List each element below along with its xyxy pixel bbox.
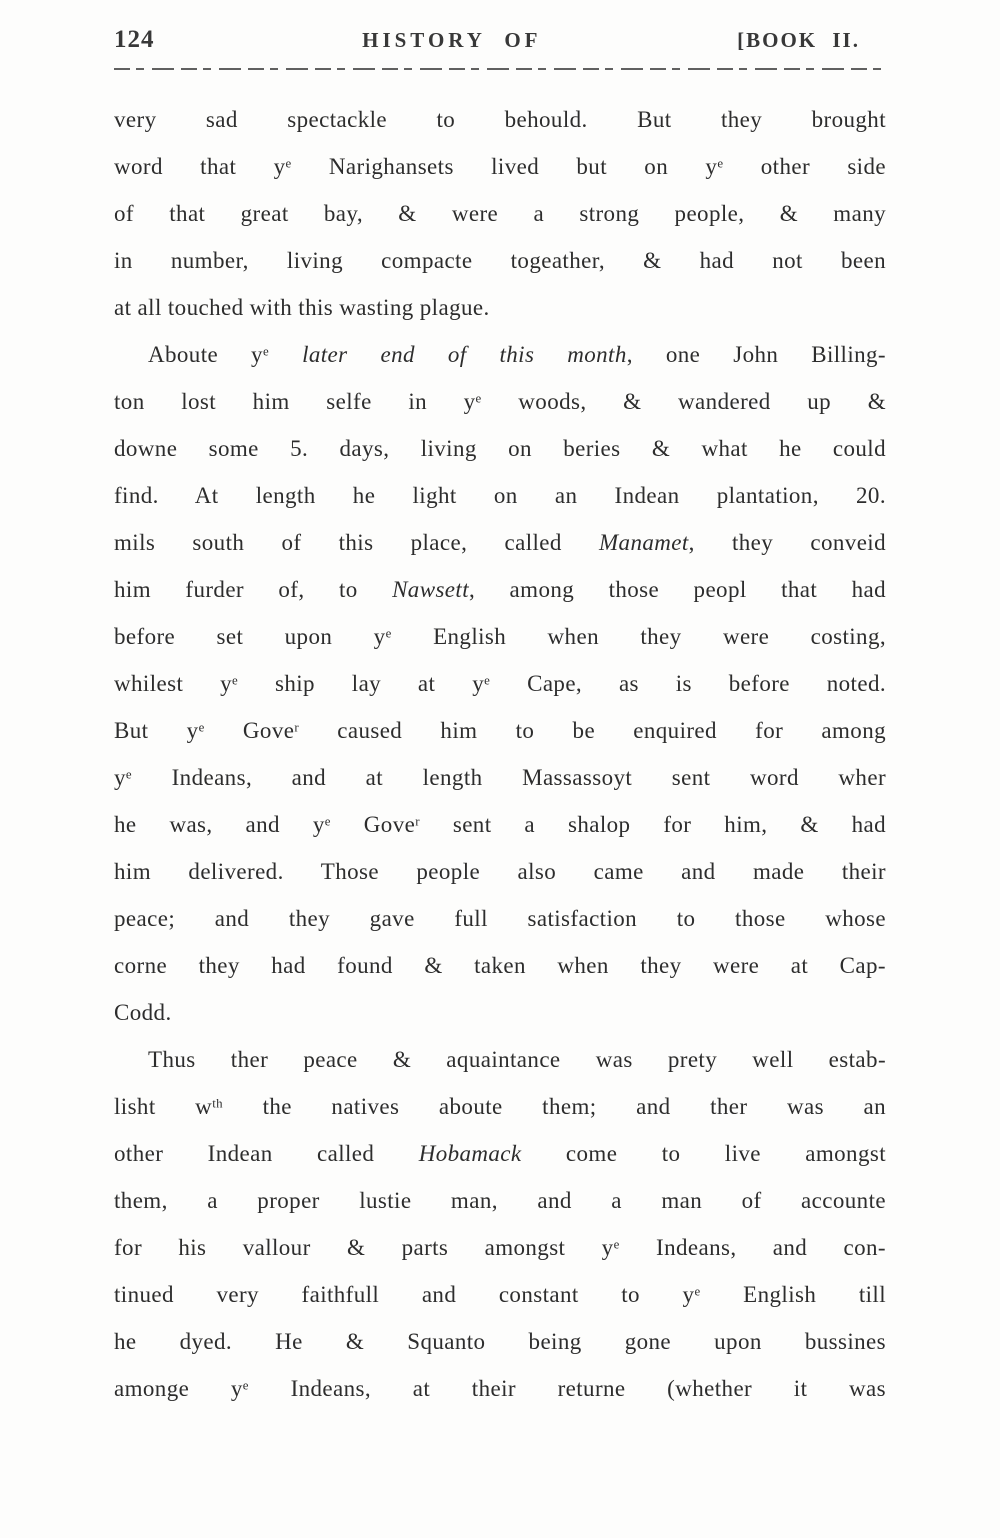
body-text: Gove [204,718,295,743]
body-text: But y [114,718,199,743]
text-line [114,284,886,331]
body-text: English till [700,1282,887,1307]
body-text: before set upon y [114,624,386,649]
text-line [114,1130,886,1177]
body-text: Cape, as is before noted. [490,671,886,696]
superscript-text: th [212,1096,224,1111]
text-line [114,519,886,566]
text-line [114,566,886,613]
text-line [114,143,886,190]
body-text: corne they had found & taken when they were at Cap- [114,953,886,978]
text-line [114,1036,886,1083]
text-line [114,1224,886,1271]
text-line [114,96,886,143]
text-line [114,1318,886,1365]
body-text [269,342,302,367]
text-line [114,190,886,237]
text-line [114,848,886,895]
body-text: caused him to be enquired for among [299,718,886,743]
page-number: 124 [114,26,155,53]
body-text: find. At length he light on an Indean plantation, 20. [114,483,886,508]
text-block [114,96,886,1412]
body-text: Aboute y [148,342,263,367]
superscript-text: e [324,814,331,829]
superscript-text: r [415,814,420,829]
text-line [114,895,886,942]
body-text: very sad spectackle to behould. But they brought [114,107,886,132]
italic-text: Hobamack [418,1141,522,1166]
superscript-text: e [484,673,491,688]
running-head [114,26,886,54]
running-title: HISTORY OF [362,28,542,52]
body-text: other Indean called [114,1141,419,1166]
body-text: come to live amongst [521,1141,886,1166]
body-text: ton lost him selfe in y [114,389,476,414]
superscript-text: e [262,344,270,359]
body-text: sent a shalop for him, & had [419,812,886,837]
text-line [114,942,886,989]
superscript-text: r [294,720,300,735]
body-text: y [114,765,126,790]
superscript-text: e [232,673,239,688]
body-text: woods, & wandered up & [481,389,886,414]
text-line [114,801,886,848]
superscript-text: e [198,720,205,735]
text-line [114,613,886,660]
body-text: he was, and y [114,812,325,837]
body-text: Thus ther peace & aquaintance was prety well estab- [148,1047,886,1072]
text-line [114,1083,886,1130]
body-text: him furder of, to [114,577,393,602]
italic-text: Nawsett [392,577,469,602]
text-line [114,1271,886,1318]
body-text: English when they were costing, [391,624,887,649]
header-rule [114,68,886,70]
body-text: ship lay at y [238,671,485,696]
body-text: him delivered. Those people also came and made their [114,859,886,884]
superscript-text: e [694,1284,701,1299]
italic-text: later end of this month [302,342,627,367]
text-line [114,707,886,754]
body-text: of that great bay, & were a strong people, & many [114,201,886,226]
superscript-text: e [385,626,392,641]
body-text: amonge y [114,1376,243,1401]
book-label: [BOOK II. [737,28,860,52]
superscript-text: e [285,156,292,171]
body-text: Indeans, at their returne (whether it was [248,1376,886,1401]
italic-text: Manamet [598,530,689,555]
text-line [114,660,886,707]
text-line [114,237,886,284]
text-line [114,1365,886,1412]
body-text: he dyed. He & Squanto being gone upon bussines [114,1329,886,1354]
body-text: whilest y [114,671,232,696]
text-line [114,425,886,472]
text-line [114,378,886,425]
body-text: word that y [114,154,286,179]
body-text: , among those peopl that had [468,577,886,602]
body-text: Narighansets lived but on y [291,154,718,179]
superscript-text: e [125,767,133,782]
body-text: , one John Billing- [626,342,886,367]
superscript-text: e [475,391,482,406]
body-text: lisht w [114,1094,213,1119]
superscript-text: e [242,1378,249,1393]
text-line [114,989,886,1036]
body-text: downe some 5. days, living on beries & what he could [114,436,886,461]
body-text: other side [723,154,886,179]
text-line [114,1177,886,1224]
text-line [114,754,886,801]
body-text: the natives aboute them; and ther was an [223,1094,887,1119]
body-text: at all touched with this wasting plague. [114,295,490,320]
body-text: Indeans, and con- [619,1235,886,1260]
text-line [114,331,886,378]
body-text: tinued very faithfull and constant to y [114,1282,695,1307]
body-text: Indeans, and at length Massassoyt sent word wher [132,765,886,790]
body-text: Codd. [114,1000,172,1025]
body-text: in number, living compacte togeather, & had not been [114,248,886,273]
body-text: peace; and they gave full satisfaction to those whose [114,906,886,931]
body-text: mils south of this place, called [114,530,599,555]
body-text: Gove [330,812,416,837]
superscript-text: e [613,1237,620,1252]
body-text: , they conveid [688,530,886,555]
body-text: them, a proper lustie man, and a man of accounte [114,1188,886,1213]
superscript-text: e [717,156,724,171]
body-text: for his vallour & parts amongst y [114,1235,614,1260]
text-line [114,472,886,519]
